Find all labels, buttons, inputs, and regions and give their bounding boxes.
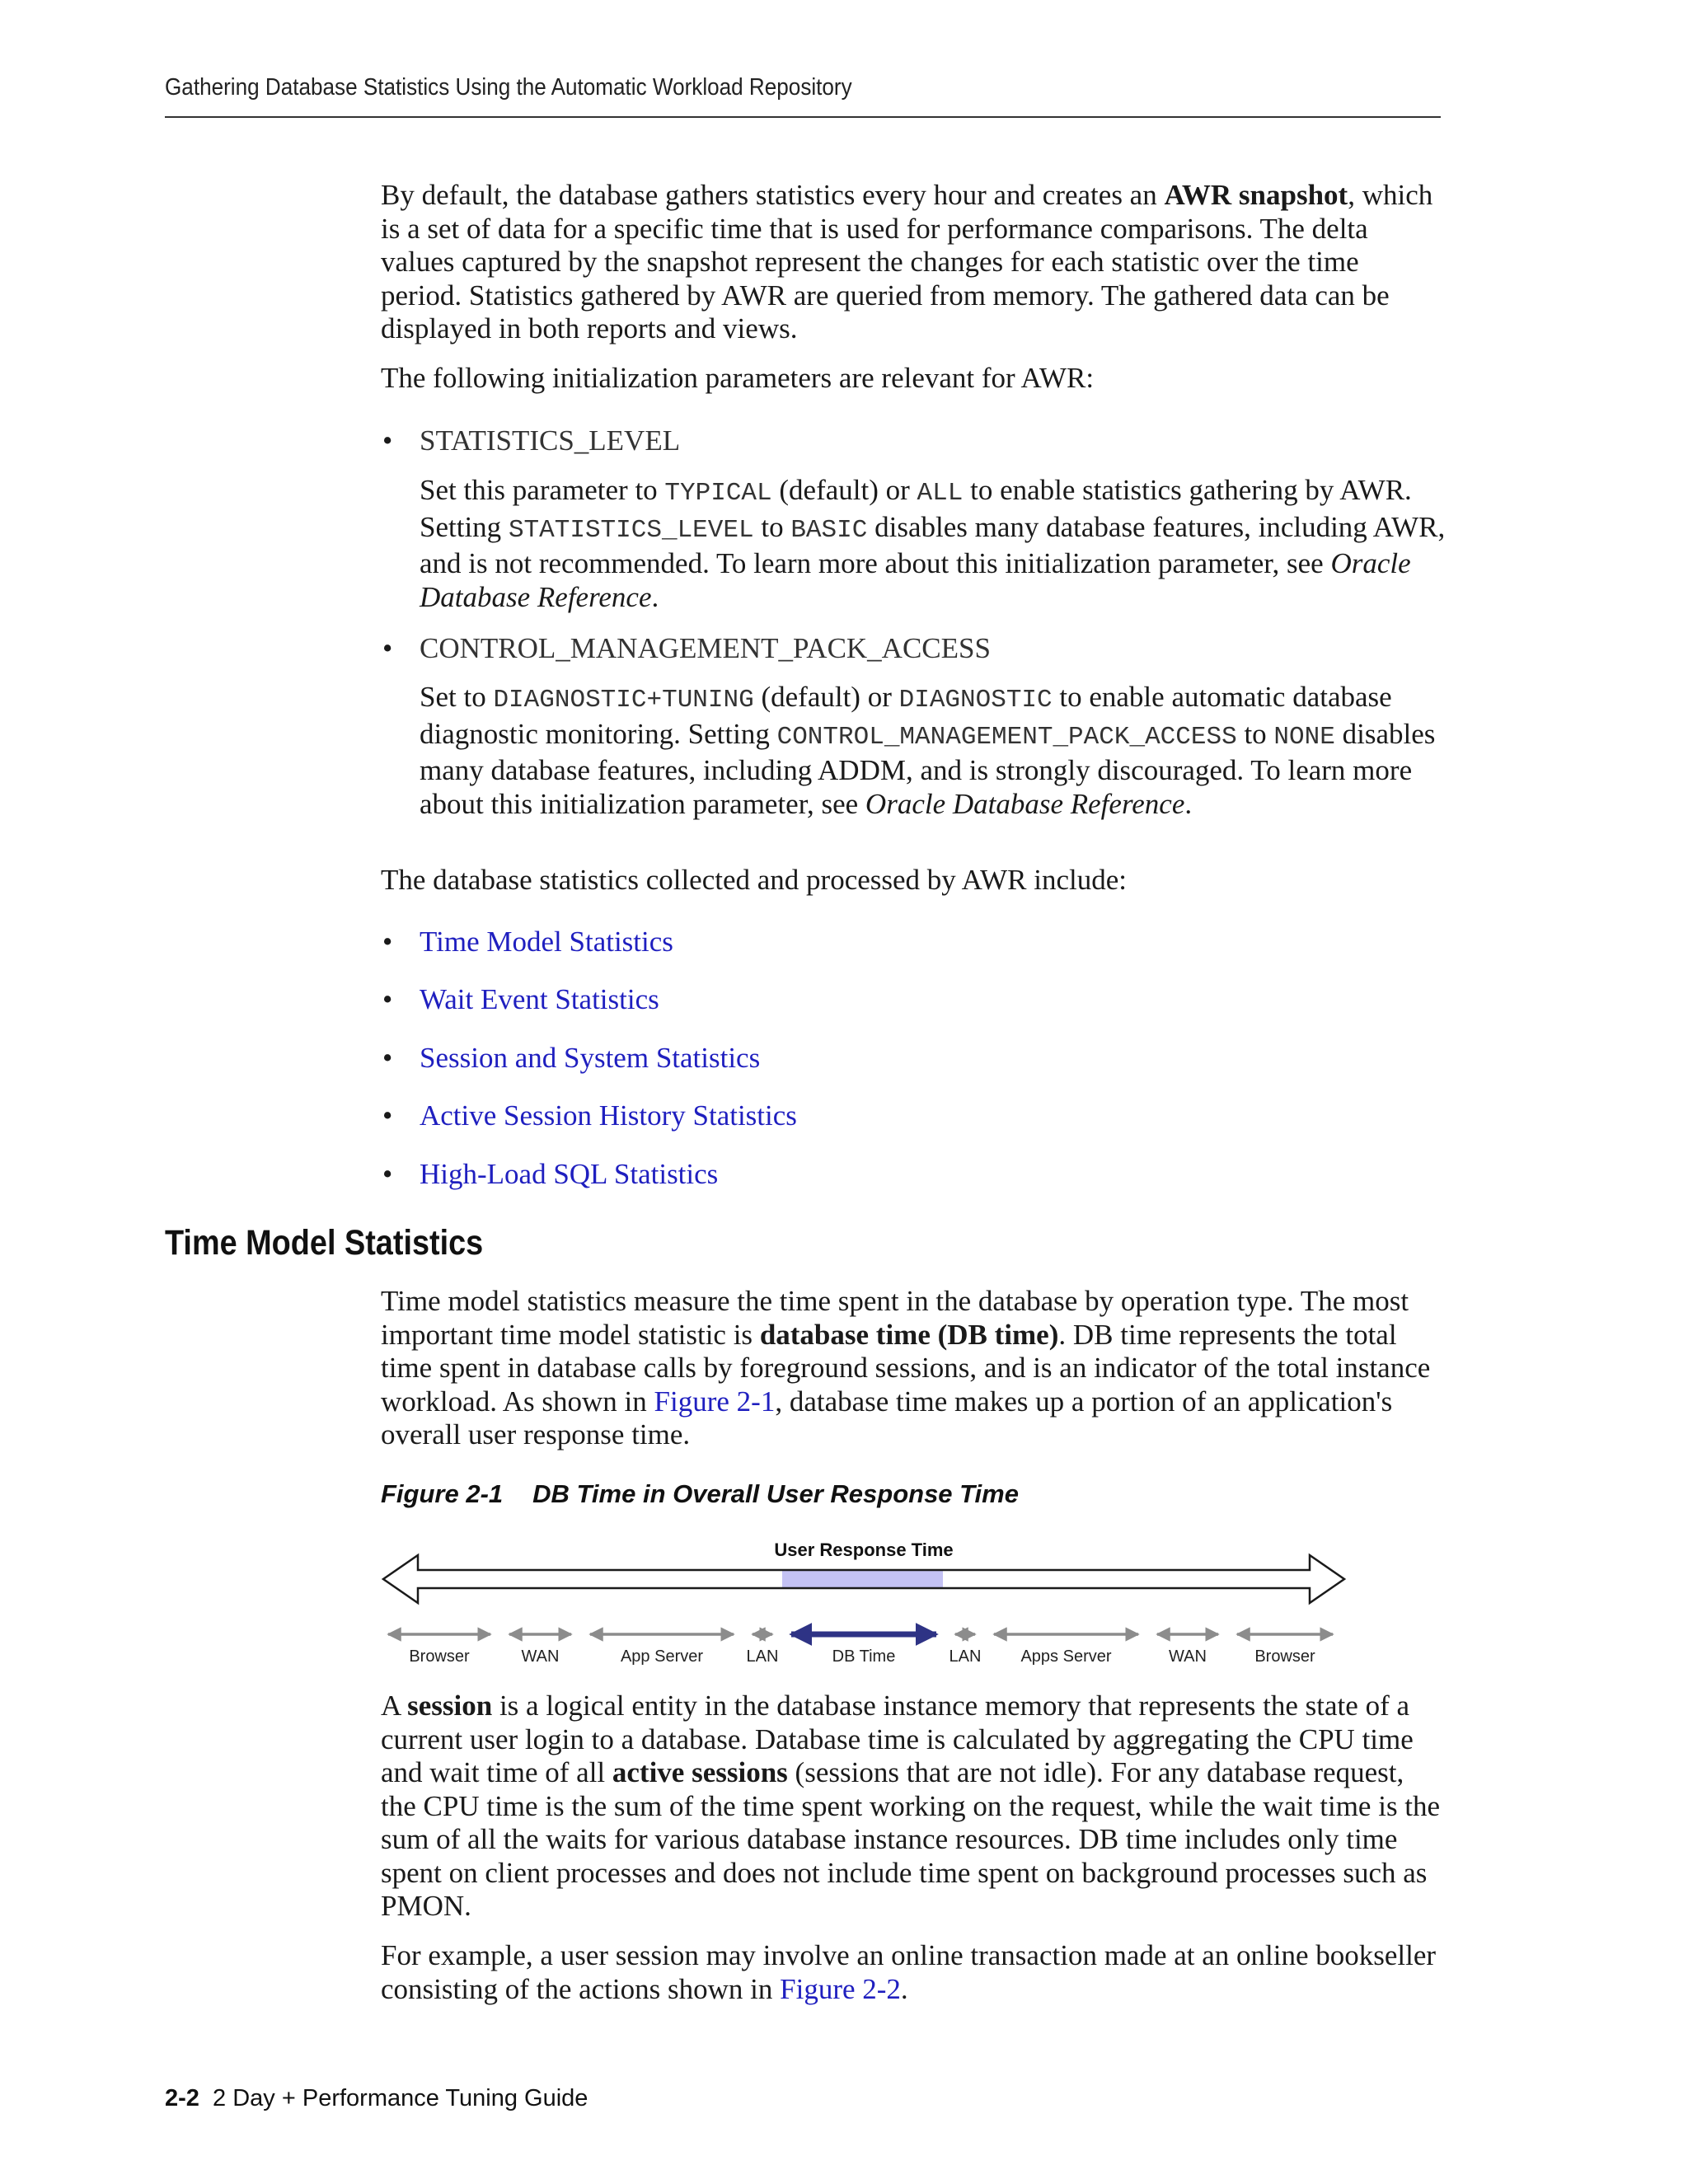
link-time-model-statistics[interactable]: Time Model Statistics: [420, 926, 673, 958]
user-response-time-label: User Response Time: [774, 1540, 954, 1560]
segment-label: LAN: [746, 1647, 779, 1666]
bullet-icon: •: [382, 424, 393, 457]
segment-label: WAN: [1169, 1647, 1207, 1666]
page-footer: [165, 2085, 588, 2112]
running-header: Gathering Database Statistics Using the Automatic Workload Repository: [165, 74, 852, 101]
section-heading: Time Model Statistics: [165, 1223, 484, 1263]
term-session: session: [407, 1690, 493, 1722]
segment-arrows: [388, 1634, 1333, 1666]
segment-label: Browser: [1254, 1647, 1315, 1666]
segment-label: App Server: [620, 1647, 704, 1666]
book-title: 2 Day + Performance Tuning Guide: [213, 2085, 588, 2111]
stats-intro: The database statistics collected and processed by AWR include:: [381, 864, 1127, 896]
db-time-highlight: [782, 1570, 943, 1588]
section-paragraph: Time model statistics measure the time spent in the database by operation type. The most important time model statistic is database time (DB time). DB time represents the total time spent in database calls by foreground sessions, and is an indicator of the total instance workload. As shown in Figure 2-1, database time makes up a portion of an application's overall user response time.: [381, 1285, 1431, 1451]
example-paragraph: For example, a user session may involve an online transaction made at an online bookseller consisting of the actions shown in Figure 2-2.: [381, 1939, 1437, 2005]
figure-caption: [381, 1479, 1019, 1509]
bullet-icon: •: [382, 1042, 393, 1074]
param-name-control-management-pack-access: CONTROL_MANAGEMENT_PACK_ACCESS: [420, 632, 991, 664]
segment-label: WAN: [521, 1647, 560, 1666]
param-name-statistics-level: STATISTICS_LEVEL: [420, 424, 681, 457]
figure-title: DB Time in Overall User Response Time: [532, 1479, 1019, 1508]
term-awr-snapshot: AWR snapshot: [1164, 179, 1348, 211]
bullet-icon: •: [382, 632, 393, 664]
figure-label: Figure 2-1: [381, 1479, 504, 1508]
link-figure-2-1[interactable]: Figure 2-1: [654, 1385, 776, 1418]
bullet-icon: •: [382, 1099, 393, 1132]
segment-label: LAN: [949, 1647, 982, 1666]
link-session-and-system-statistics[interactable]: Session and System Statistics: [420, 1042, 761, 1074]
intro-paragraph-2: The following initialization parameters are relevant for AWR:: [381, 362, 1095, 394]
param-desc-statistics-level: Set this parameter to TYPICAL (default) or ALL to enable statistics gathering by AWR. Setting STATISTICS_LEVEL to BASIC disables many database features, including AWR, and is not recommended. To learn more about this initialization parameter, see Oracle Database Reference.: [420, 474, 1446, 613]
page-number: 2-2: [165, 2085, 199, 2111]
link-high-load-sql-statistics[interactable]: High-Load SQL Statistics: [420, 1158, 719, 1190]
header-divider: [165, 116, 1441, 118]
session-paragraph: A session is a logical entity in the database instance memory that represents the state of a current user login to a database. Database time is calculated by aggregating the CPU time and wait time of all active sessions (sessions that are not idle). For any database request, the CPU time is the sum of the time spent working on the request, while the wait time is the sum of all the waits for various database instance resources. DB time includes only time spent on client processes and does not include time spent on background processes such as PMON.: [381, 1690, 1441, 1922]
param-desc-control-management-pack-access: Set to DIAGNOSTIC+TUNING (default) or DIAGNOSTIC to enable automatic database diagnostic monitoring. Setting CONTROL_MANAGEMENT_PACK_ACCESS to NONE disables many database features, including ADDM, and is strongly discouraged. To learn more about this initialization parameter, see Oracle Database Reference.: [420, 681, 1436, 820]
link-active-session-history-statistics[interactable]: Active Session History Statistics: [420, 1099, 797, 1132]
term-database-time: database time (DB time): [759, 1318, 1059, 1351]
bullet-icon: •: [382, 926, 393, 958]
db-time-diagram: [375, 1533, 1356, 1673]
link-wait-event-statistics[interactable]: Wait Event Statistics: [420, 983, 659, 1015]
segment-label: DB Time: [832, 1647, 896, 1666]
segment-label: Apps Server: [1020, 1647, 1112, 1666]
segment-label: Browser: [409, 1647, 470, 1666]
bullet-icon: •: [382, 1158, 393, 1190]
intro-paragraph-1: By default, the database gathers statistics every hour and creates an AWR snapshot, which is a set of data for a specific time that is used for performance comparisons. The delta values captured by the snapshot represent the changes for each statistic over the time period. Statistics gathered by AWR are queried from memory. The gathered data can be displayed in both reports and views.: [381, 179, 1433, 344]
bullet-icon: •: [382, 983, 393, 1015]
link-figure-2-2[interactable]: Figure 2-2: [780, 1972, 901, 2005]
term-active-sessions: active sessions: [612, 1756, 788, 1788]
